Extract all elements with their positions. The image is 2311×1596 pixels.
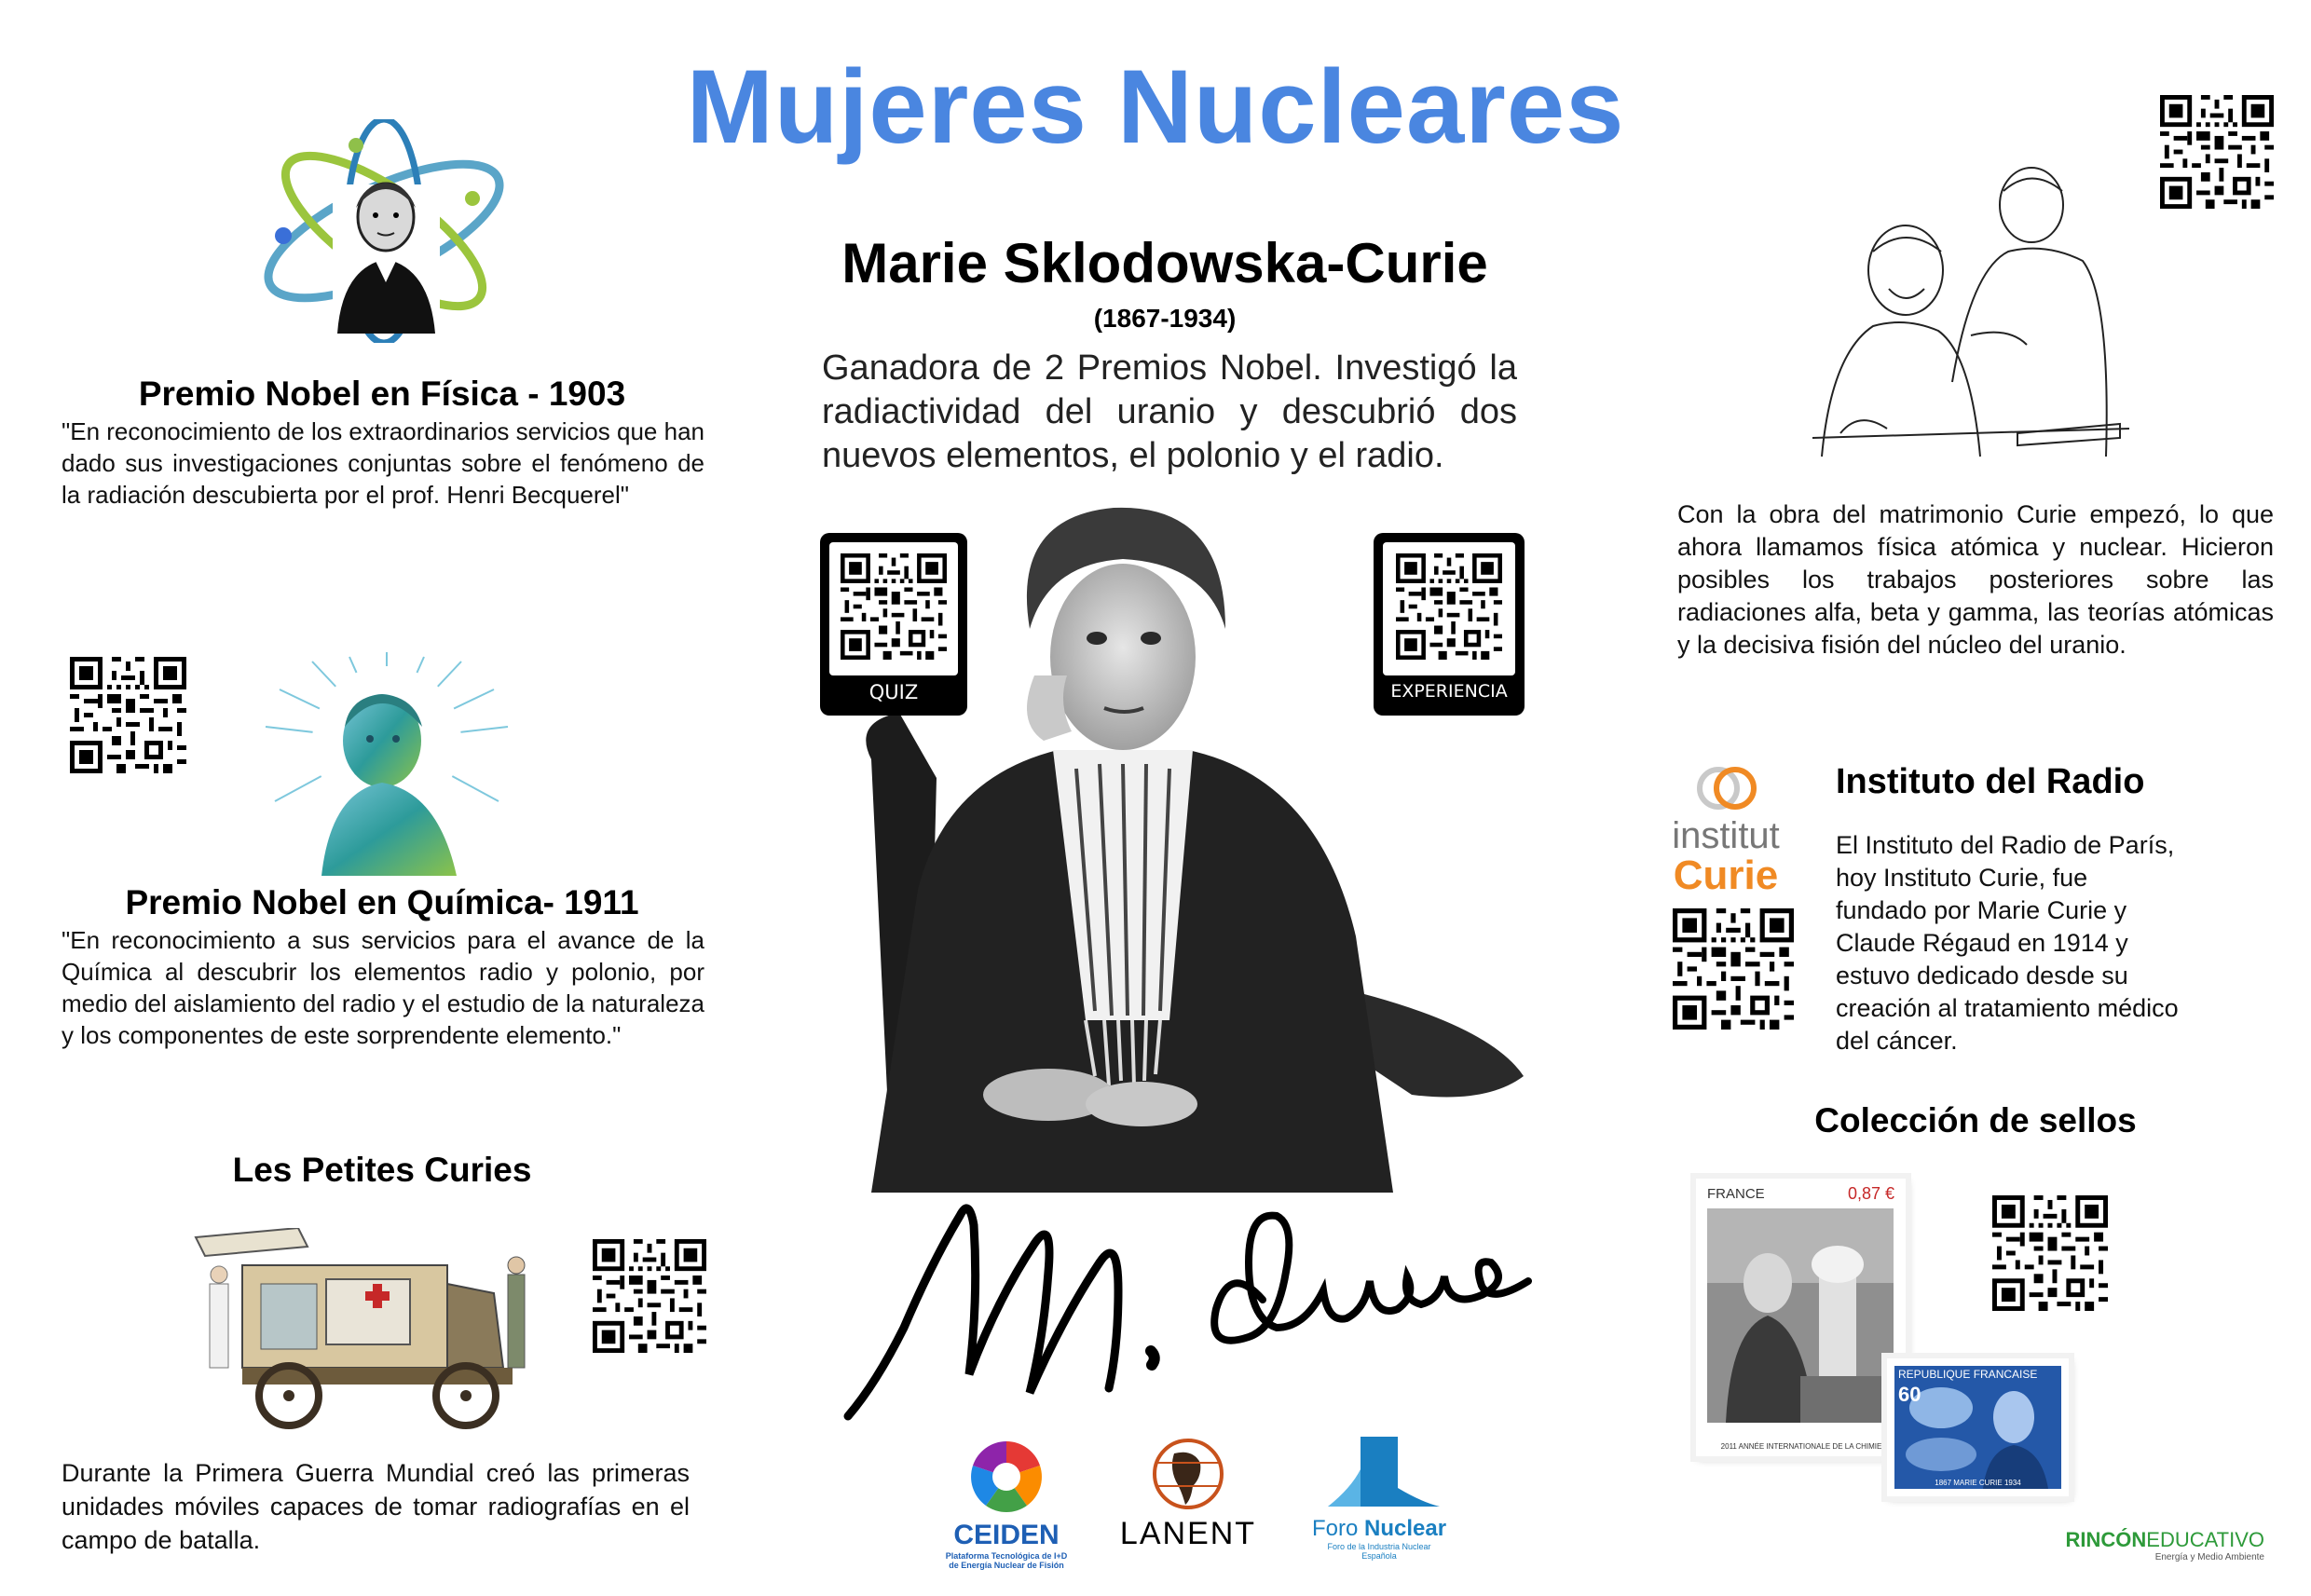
- rincon-educativo-logo: [2041, 1528, 2264, 1562]
- physics-prize-title: Premio Nobel en Física - 1903: [138, 375, 626, 413]
- stamp-icon: [1696, 1179, 1906, 1456]
- experience-label: EXPERIENCIA: [1390, 681, 1508, 702]
- qr-code-icon[interactable]: [70, 657, 186, 773]
- signature-icon: [839, 1188, 1547, 1430]
- foro-name-b: Nuclear: [1363, 1516, 1447, 1541]
- stamp1-caption: 2011 ANNÉE INTERNATIONALE DE LA CHIMIE: [1720, 1442, 1882, 1451]
- qr-code-icon: [829, 542, 958, 675]
- petites-curies-text: Durante la Primera Guerra Mundial creó las primeras unidades móviles capaces de tomar radiografías en el campo de batalla.: [62, 1459, 690, 1554]
- lanent-logo: [1118, 1435, 1258, 1556]
- main-years: (1867-1934): [1093, 304, 1237, 333]
- foro-name: [1309, 1516, 1449, 1542]
- ambulance-illustration: [186, 1228, 540, 1433]
- main-name-heading: Marie Sklodowska-Curie: [841, 232, 1488, 294]
- physics-prize-text: "En reconocimiento de los extraordinarios servicios que han dado sus investigaciones conjuntas sobre el fenómeno de la radiación descubierta por el prof. Henri Becquerel": [62, 417, 704, 509]
- lanent-name: LANENT: [1119, 1516, 1257, 1551]
- stamp2-caption: 1867 MARIE CURIE 1934: [1935, 1479, 2021, 1487]
- stamp2-country: REPUBLIQUE FRANCAISE: [1898, 1368, 2038, 1381]
- rincon-b: EDUCATIVO: [2146, 1528, 2264, 1551]
- stamp-icon: [1887, 1358, 2069, 1496]
- experience-qr-button[interactable]: [1374, 533, 1525, 716]
- institut-logo-line2: Curie: [1673, 853, 1779, 898]
- rincon-a: RINCÓN: [2065, 1528, 2147, 1551]
- quiz-qr-button[interactable]: [820, 533, 967, 716]
- sketch-illustration: [1785, 149, 2139, 461]
- page-title: Mujeres Nucleares: [686, 48, 1625, 165]
- ceiden-logo: [941, 1438, 1072, 1577]
- institut-logo-line1: institut: [1672, 815, 1780, 856]
- qr-code-icon[interactable]: [593, 1239, 706, 1353]
- ceiden-name: CEIDEN: [953, 1520, 1060, 1550]
- foro-sub: Foro de la Industria Nuclear Española: [1327, 1542, 1431, 1561]
- chemistry-prize-text: "En reconocimiento a sus servicios para el avance de la Química al descubrir los elementos radio y polonio, por medio del aislamiento del radio y el estudio de la naturaleza y los componentes de este sorprendente elemento.": [62, 926, 704, 1049]
- qr-code-icon[interactable]: [2160, 95, 2274, 209]
- stamp1-value: 0,87 €: [1847, 1184, 1894, 1203]
- stamp1-country: FRANCE: [1707, 1186, 1765, 1202]
- atom-portrait-icon: [244, 119, 524, 343]
- chemistry-prize-title: Premio Nobel en Química- 1911: [125, 883, 639, 921]
- quiz-label: QUIZ: [868, 681, 919, 703]
- instituto-title: Instituto del Radio: [1836, 762, 2145, 801]
- main-intro-text: Ganadora de 2 Premios Nobel. Investigó la radiactividad del uranio y descubrió dos nuevos elementos, el polonio y el radio.: [822, 348, 1517, 475]
- teal-portrait-image: [256, 652, 517, 876]
- institut-curie-logo: [1661, 764, 1791, 904]
- matrimonio-curie-text: Con la obra del matrimonio Curie empezó, lo que ahora llamamos física atómica y nuclear. Hicieron posibles los trabajos posteriores sobre las radiaciones alfa, beta y gamma, las teorías atómicas y la decisiva fisión del núcleo del uranio.: [1677, 500, 2274, 659]
- qr-code-icon: [1383, 542, 1515, 675]
- ceiden-sub1: Plataforma Tecnológica de I+D: [945, 1551, 1068, 1561]
- ceiden-sub2: de Energía Nuclear de Fisión: [949, 1561, 1064, 1570]
- sellos-title: Colección de sellos: [1814, 1101, 2137, 1139]
- qr-code-icon[interactable]: [1673, 908, 1794, 1030]
- rincon-sub: Energía y Medio Ambiente: [2154, 1552, 2264, 1562]
- foro-name-a: Foro: [1311, 1516, 1364, 1541]
- petites-curies-title: Les Petites Curies: [232, 1151, 532, 1189]
- foro-nuclear-logo: [1309, 1432, 1449, 1562]
- qr-code-icon[interactable]: [1992, 1195, 2108, 1311]
- instituto-text: El Instituto del Radio de París, hoy Instituto Curie, fue fundado por Marie Curie y Claude Régaud en 1914 y estuvo dedicado desde su creación al tratamiento médico del cáncer.: [1836, 831, 2179, 1055]
- stamp2-value: 60: [1898, 1383, 1921, 1406]
